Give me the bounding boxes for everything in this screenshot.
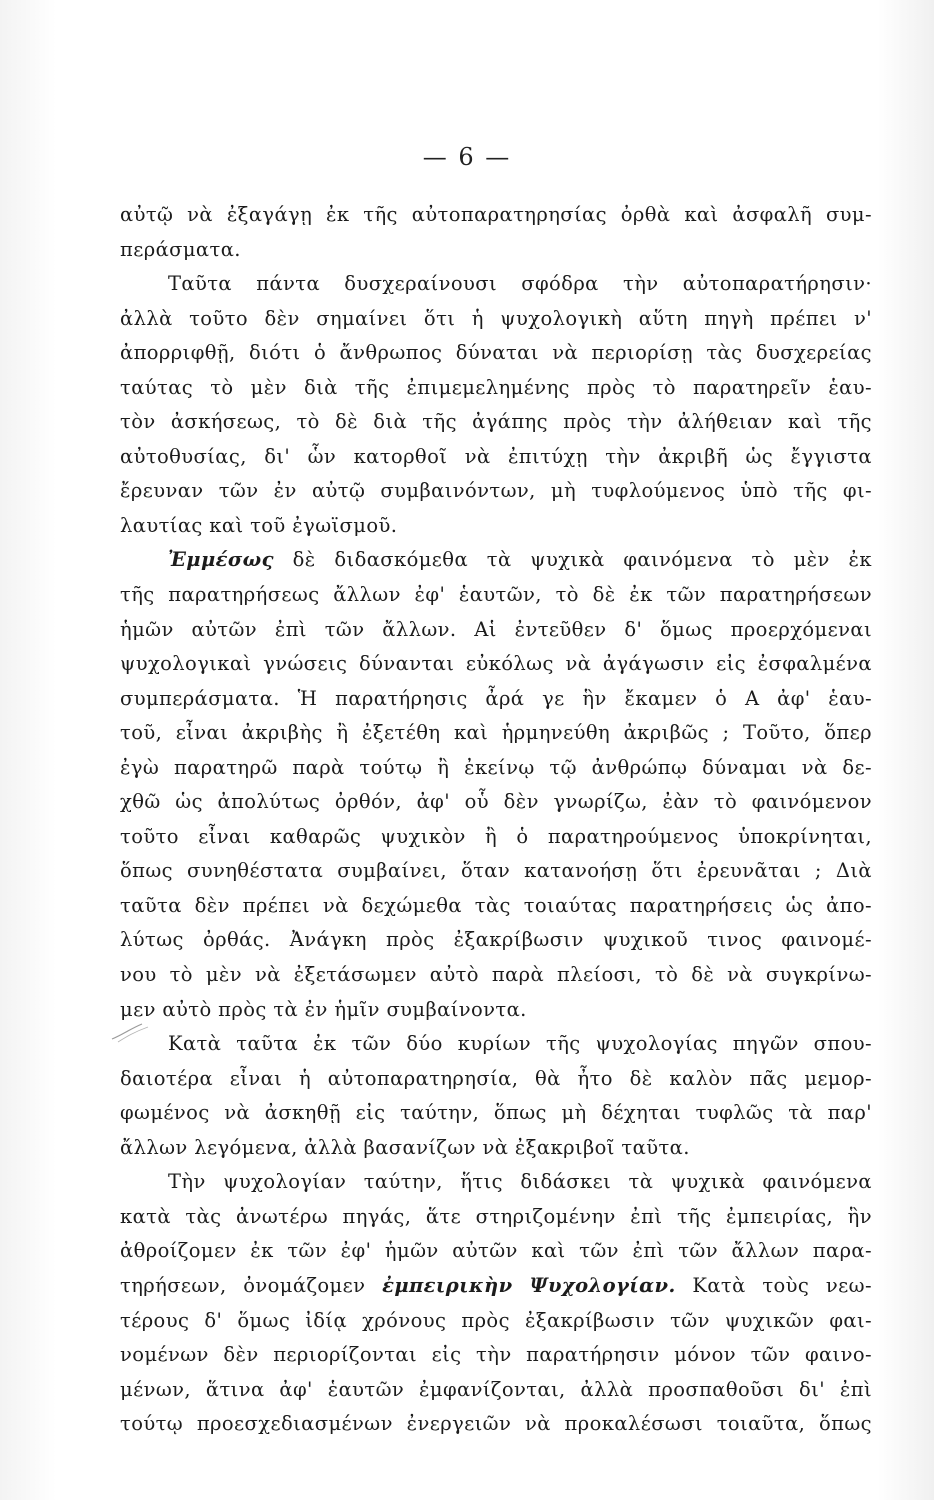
text-line: ψυχολογικαὶ γνώσεις δύνανται εὐκόλως νὰ ἀγάγωσιν εἰς ἐσφαλμένα xyxy=(120,652,872,676)
text-line: ἔρευναν τῶν ἐν αὐτῷ συμβαινόντων, μὴ τυφλούμενος ὑπὸ τῆς φι- xyxy=(120,479,872,503)
text-line-rest: Κατὰ τοὺς νεω- xyxy=(675,1273,872,1297)
paragraph-start-line xyxy=(120,543,872,578)
text-line: αὐτοθυσίας, δι' ὧν κατορθοῖ νὰ ἐπιτύχῃ τὴν ἀκριβῆ ὡς ἔγγιστα xyxy=(120,444,872,468)
emphasized-term: ἐμπειρικὴν Ψυχολογίαν. xyxy=(382,1273,676,1297)
body-text xyxy=(120,198,872,1442)
text-line: τῆς παρατηρήσεως ἄλλων ἐφ' ἑαυτῶν, τὸ δὲ ἐκ τῶν παρατηρήσεων xyxy=(120,583,872,607)
text-line: ἡμῶν αὐτῶν ἐπὶ τῶν ἄλλων. Αἱ ἐντεῦθεν δ' ὅμως προερχόμεναι xyxy=(120,617,872,641)
text-line-start: τηρήσεων, ὀνομάζομεν xyxy=(120,1273,383,1297)
text-line: χθῶ ὡς ἀπολύτως ὀρθόν, ἀφ' οὗ δὲν γνωρίζω, ἐὰν τὸ φαινόμενον xyxy=(120,790,872,814)
paragraph-start-line: Κατὰ ταῦτα ἐκ τῶν δύο κυρίων τῆς ψυχολογίας πηγῶν σπου- xyxy=(168,1032,872,1056)
text-line: φωμένος νὰ ἀσκηθῇ εἰς ταύτην, ὅπως μὴ δέχηται τυφλῶς τὰ παρ' xyxy=(120,1101,872,1125)
paragraph-start-line: Τὴν ψυχολογίαν ταύτην, ἥτις διδάσκει τὰ ψυχικὰ φαινόμενα xyxy=(168,1170,872,1194)
text-line: λαυτίας καὶ τοῦ ἐγωϊσμοῦ. xyxy=(120,513,398,537)
text-line: δαιοτέρα εἶναι ἡ αὐτοπαρατηρησία, θὰ ἦτο δὲ καλὸν πᾶς μεμορ- xyxy=(120,1066,872,1090)
paragraph-start-line: Ταῦτα πάντα δυσχεραίνουσι σφόδρα τὴν αὐτοπαρατήρησιν· xyxy=(168,272,872,296)
text-line: τοῦ, εἶναι ἀκριβὴς ἢ ἐξετέθη καὶ ἡρμηνεύθη ἀκριβῶς ; Τοῦτο, ὅπερ xyxy=(120,721,872,745)
page-number: — 6 — xyxy=(422,143,512,171)
text-line: ἀθροίζομεν ἐκ τῶν ἐφ' ἡμῶν αὐτῶν καὶ τῶν ἐπὶ τῶν ἄλλων παρα- xyxy=(120,1239,872,1263)
text-line: λύτως ὀρθάς. Ἀνάγκη πρὸς ἐξακρίβωσιν ψυχικοῦ τινος φαινομέ- xyxy=(120,928,872,952)
text-line: ἀπορριφθῇ, διότι ὁ ἄνθρωπος δύναται νὰ περιορίσῃ τὰς δυσχερείας xyxy=(120,341,872,365)
text-line: συμπεράσματα. Ἡ παρατήρησις ἆρά γε ἣν ἔκαμεν ὁ Α ἀφ' ἑαυ- xyxy=(120,686,872,710)
text-line: ὅπως συνηθέστατα συμβαίνει, ὅταν κατανοήσῃ ὅτι ἐρευνᾶται ; Διὰ xyxy=(120,859,872,883)
text-line: νου τὸ μὲν νὰ ἐξετάσωμεν αὐτὸ παρὰ πλείοσι, τὸ δὲ νὰ συγκρίνω- xyxy=(120,963,872,987)
text-line: τέρους δ' ὅμως ἰδίᾳ χρόνους πρὸς ἐξακρίβωσιν τῶν ψυχικῶν φαι- xyxy=(120,1308,872,1332)
text-line: κατὰ τὰς ἀνωτέρω πηγάς, ἅτε στηριζομένην ἐπὶ τῆς ἐμπειρίας, ἣν xyxy=(120,1204,872,1228)
text-line-rest: δὲ διδασκόμεθα τὰ ψυχικὰ φαινόμενα τὸ μὲν ἐκ xyxy=(273,548,872,572)
text-line: ταύτας τὸ μὲν διὰ τῆς ἐπιμεμελημένης πρὸς τὸ παρατηρεῖν ἑαυ- xyxy=(120,375,872,399)
text-line: ἀλλὰ τοῦτο δὲν σημαίνει ὅτι ἡ ψυχολογικὴ αὕτη πηγὴ πρέπει ν' xyxy=(120,306,872,330)
text-line: νομένων δὲν περιορίζονται εἰς τὴν παρατήρησιν μόνον τῶν φαινο- xyxy=(120,1343,872,1367)
text-line: τοῦτο εἶναι καθαρῶς ψυχικὸν ἢ ὁ παρατηρούμενος ὑποκρίνηται, xyxy=(120,824,872,848)
text-line xyxy=(120,1269,872,1304)
emphasized-term: Ἐμμέσως xyxy=(168,548,274,572)
text-line: ἐγὼ παρατηρῶ παρὰ τούτῳ ἢ ἐκείνῳ τῷ ἀνθρώπῳ δύναμαι νὰ δε- xyxy=(120,755,872,779)
text-line: μένων, ἅτινα ἀφ' ἑαυτῶν ἐμφανίζονται, ἀλλὰ προσπαθοῦσι δι' ἐπὶ xyxy=(120,1377,872,1401)
text-line: μεν αὐτὸ πρὸς τὰ ἐν ἡμῖν συμβαίνοντα. xyxy=(120,997,527,1021)
text-line: ταῦτα δὲν πρέπει νὰ δεχώμεθα τὰς τοιαύτας παρατηρήσεις ὡς ἀπο- xyxy=(120,893,872,917)
text-line: ἄλλων λεγόμενα, ἀλλὰ βασανίζων νὰ ἐξακριβοῖ ταῦτα. xyxy=(120,1135,690,1159)
text-line: τούτῳ προεσχεδιασμένων ἐνεργειῶν νὰ προκαλέσωσι τοιαῦτα, ὅπως xyxy=(120,1412,872,1436)
text-line: περάσματα. xyxy=(120,237,241,261)
text-line: τὸν ἀσκήσεως, τὸ δὲ διὰ τῆς ἀγάπης πρὸς τὴν ἀλήθειαν καὶ τῆς xyxy=(120,410,872,434)
text-line: αὐτῷ νὰ ἐξαγάγῃ ἐκ τῆς αὐτοπαρατηρησίας ὀρθὰ καὶ ἀσφαλῆ συμ- xyxy=(120,203,872,226)
